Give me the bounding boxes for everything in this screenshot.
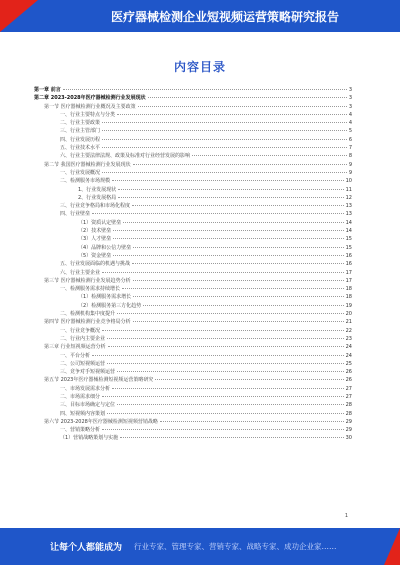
toc-entry-page: 10	[345, 178, 352, 185]
toc-dot-leader	[107, 338, 344, 339]
toc-entry[interactable]	[34, 103, 352, 111]
toc-entry[interactable]	[34, 111, 352, 119]
toc-entry-page: 7	[348, 145, 352, 152]
toc-entry-text: 六、行业主要企业	[60, 269, 101, 276]
toc-entry[interactable]	[34, 410, 352, 418]
toc-entry-page: 25	[345, 360, 352, 367]
toc-entry-page: 3	[348, 103, 352, 110]
toc-entry[interactable]	[34, 127, 352, 135]
toc-entry-text: 第五节 2023年医疗器械检测短视频运营策略研究	[44, 377, 154, 384]
toc-entry[interactable]	[34, 368, 352, 376]
toc-entry-page: 17	[345, 269, 352, 276]
toc-entry-page: 29	[345, 427, 352, 434]
toc-entry[interactable]	[34, 244, 352, 252]
toc-entry-page: 17	[345, 277, 352, 284]
toc-entry-page: 26	[345, 369, 352, 376]
toc-entry-page: 3	[348, 95, 352, 102]
toc-entry-page: 26	[345, 377, 352, 384]
toc-dot-leader	[102, 139, 347, 140]
toc-entry-page: 18	[345, 294, 352, 301]
toc-entry-text: （2）技术壁垒	[78, 228, 112, 235]
toc-dot-leader	[117, 371, 344, 372]
toc-entry-page: 13	[345, 211, 352, 218]
toc-dot-leader	[160, 421, 344, 422]
toc-entry-text: 一、检测服务需求持续增长	[60, 286, 121, 293]
toc-entry[interactable]	[34, 169, 352, 177]
toc-dot-leader	[122, 288, 344, 289]
toc-entry-text: （4）品牌和公信力壁垒	[78, 244, 132, 251]
toc-dot-leader	[108, 346, 344, 347]
toc-entry-text: 第六节 2023-2028年医疗器械检测短视频营销战略	[44, 418, 158, 425]
toc-entry[interactable]	[34, 235, 352, 243]
toc-entry-text: 第三章 行业短视频运营分析	[44, 344, 106, 351]
toc-dot-leader	[102, 330, 344, 331]
toc-entry-page: 15	[345, 236, 352, 243]
toc-dot-leader	[132, 263, 344, 264]
table-of-contents	[34, 86, 352, 516]
toc-dot-leader	[102, 122, 347, 123]
toc-entry-text: 一、平台分析	[60, 352, 91, 359]
toc-entry[interactable]	[34, 393, 352, 401]
toc-dot-leader	[133, 247, 343, 248]
header-accent-triangle	[0, 0, 38, 32]
toc-entry-text: （2）检测服务第三方化趋势	[78, 302, 142, 309]
toc-dot-leader	[138, 106, 347, 107]
toc-entry-page: 5	[348, 128, 352, 135]
toc-entry-page: 14	[345, 219, 352, 226]
toc-entry[interactable]	[34, 194, 352, 202]
toc-title: 内容目录	[173, 60, 226, 74]
toc-dot-leader	[117, 114, 347, 115]
toc-entry-text: 第三节 医疗器械检测行业发展趋势分析	[44, 277, 131, 284]
toc-dot-leader	[112, 388, 344, 389]
toc-entry[interactable]	[34, 136, 352, 144]
toc-dot-leader	[113, 230, 343, 231]
toc-entry-text: 一、营销策略分析	[60, 427, 101, 434]
toc-dot-leader	[112, 180, 344, 181]
toc-entry[interactable]	[34, 376, 352, 384]
toc-entry-text: 五、行业技术水平	[60, 145, 101, 152]
toc-dot-leader	[132, 205, 344, 206]
toc-entry[interactable]	[34, 277, 352, 285]
header-title: 医疗器械检测企业短视频运营策略研究报告	[110, 10, 339, 24]
toc-entry-page: 24	[345, 344, 352, 351]
toc-entry[interactable]	[34, 418, 352, 426]
toc-entry[interactable]	[34, 293, 352, 301]
toc-dot-leader	[123, 222, 343, 223]
toc-entry-page: 24	[345, 352, 352, 359]
toc-entry[interactable]	[34, 119, 352, 127]
toc-dot-leader	[107, 363, 344, 364]
toc-dot-leader	[102, 396, 344, 397]
toc-dot-leader	[102, 429, 344, 430]
toc-entry-text: 四、短视频内容策划	[60, 410, 106, 417]
toc-entry[interactable]	[34, 352, 352, 360]
toc-entry-page: 4	[348, 111, 352, 118]
toc-entry-page: 27	[345, 393, 352, 400]
toc-entry[interactable]	[34, 86, 352, 94]
toc-dot-leader	[192, 155, 347, 156]
toc-dot-leader	[120, 437, 343, 438]
toc-dot-leader	[92, 355, 344, 356]
toc-dot-leader	[143, 305, 343, 306]
toc-entry-text: （1）资质认定壁垒	[78, 219, 122, 226]
toc-entry-text: 一、行业主要特点与分类	[60, 111, 116, 118]
toc-entry[interactable]	[34, 161, 352, 169]
toc-entry-page: 12	[345, 194, 352, 201]
toc-entry-page: 28	[345, 402, 352, 409]
toc-entry[interactable]	[34, 360, 352, 368]
toc-entry-text: 一、行业竞争概况	[60, 327, 101, 334]
footer-bar	[0, 528, 400, 565]
toc-entry-text: 二、检测服务市场规模	[60, 178, 111, 185]
toc-entry-text: （1）营销战略策划与实施	[60, 435, 119, 442]
toc-entry-text: 二、行业主要政策	[60, 120, 101, 127]
toc-entry-page: 14	[345, 228, 352, 235]
toc-dot-leader	[133, 321, 344, 322]
toc-entry[interactable]	[34, 144, 352, 152]
toc-entry-page: 9	[348, 161, 352, 168]
toc-entry-text: 三、行业竞争格局和市场化程度	[60, 203, 131, 210]
toc-entry-page: 4	[348, 120, 352, 127]
toc-dot-leader	[113, 238, 343, 239]
toc-dot-leader	[102, 130, 347, 131]
toc-entry-page: 18	[345, 286, 352, 293]
toc-entry-page: 16	[345, 261, 352, 268]
toc-entry-text: 一、行业发展概况	[60, 169, 101, 176]
page-number: 1	[344, 513, 348, 519]
toc-entry[interactable]	[34, 227, 352, 235]
toc-entry-text: 三、竞争对手短视频运营	[60, 369, 116, 376]
toc-entry-text: （3）人才壁垒	[78, 236, 112, 243]
footer-accent-shape	[384, 528, 400, 565]
toc-entry-text: 2、行业发展格局	[78, 194, 117, 201]
toc-entry-page: 22	[345, 327, 352, 334]
toc-entry[interactable]	[34, 434, 352, 442]
toc-entry-text: 1、行业发展现状	[78, 186, 117, 193]
toc-entry-text: 二、行业内主要企业	[60, 335, 106, 342]
toc-entry-page: 21	[345, 319, 352, 326]
toc-dot-leader	[133, 280, 344, 281]
toc-entry[interactable]	[34, 401, 352, 409]
toc-dot-leader	[133, 296, 343, 297]
toc-entry-text: 三、行业主管部门	[60, 128, 101, 135]
toc-entry-page: 19	[345, 302, 352, 309]
toc-entry-text: 三、目标市场确定与定位	[60, 402, 116, 409]
toc-dot-leader	[155, 379, 343, 380]
toc-entry[interactable]	[34, 343, 352, 351]
toc-entry-page: 3	[348, 87, 352, 93]
toc-entry-page: 6	[348, 136, 352, 143]
toc-entry-text: 四、行业发展历程	[60, 136, 101, 143]
toc-entry-text: 五、行业发展面临的机遇与挑战	[60, 261, 131, 268]
toc-entry-text: 一、市场发展需求分析	[60, 385, 111, 392]
toc-entry-text: 二、检测机构集中度提升	[60, 311, 116, 318]
toc-entry-page: 27	[345, 385, 352, 392]
toc-entry-text: （5）资金壁垒	[78, 252, 112, 259]
toc-dot-leader	[113, 255, 343, 256]
toc-entry-text: 第四节 医疗器械检测行业竞争格局分析	[44, 319, 131, 326]
toc-entry-page: 28	[345, 410, 352, 417]
toc-entry[interactable]	[34, 310, 352, 318]
toc-dot-leader	[102, 172, 347, 173]
toc-dot-leader	[92, 213, 344, 214]
toc-entry-text: 第二节 我国医疗器械检测行业发展现状	[44, 161, 131, 168]
toc-entry[interactable]	[34, 177, 352, 185]
toc-dot-leader	[107, 413, 344, 414]
toc-dot-leader	[117, 313, 344, 314]
toc-dot-leader	[118, 197, 343, 198]
toc-entry[interactable]	[34, 94, 352, 102]
toc-entry[interactable]	[34, 202, 352, 210]
toc-entry-text: 第一节 医疗器械检测行业概况及主要政策	[44, 103, 136, 110]
footer-tagline: 行业专家、管理专家、营销专家、战略专家、成功企业家……	[134, 542, 337, 551]
toc-entry[interactable]	[34, 210, 352, 218]
toc-entry-text: 二、市场需求细分	[60, 393, 101, 400]
toc-entry[interactable]	[34, 285, 352, 293]
toc-entry[interactable]	[34, 385, 352, 393]
toc-entry[interactable]	[34, 219, 352, 227]
toc-entry-page: 9	[348, 169, 352, 176]
toc-entry[interactable]	[34, 269, 352, 277]
toc-entry[interactable]	[34, 186, 352, 194]
toc-entry-page: 16	[345, 252, 352, 259]
toc-entry[interactable]	[34, 152, 352, 160]
toc-entry-page: 23	[345, 335, 352, 342]
toc-entry-text: 六、行业主要法律法规、政策及标准对行业经营发展的影响	[60, 153, 191, 160]
toc-entry[interactable]	[34, 252, 352, 260]
toc-dot-leader	[63, 89, 347, 90]
toc-dot-leader	[117, 404, 344, 405]
toc-entry-page: 13	[345, 203, 352, 210]
toc-entry-text: （1）检测服务需求增长	[78, 294, 132, 301]
toc-entry[interactable]	[34, 260, 352, 268]
toc-entry-page: 11	[345, 186, 352, 193]
toc-entry[interactable]	[34, 327, 352, 335]
toc-dot-leader	[118, 189, 343, 190]
toc-entry-page: 29	[345, 418, 352, 425]
footer-slogan: 让每个人都能成为	[50, 543, 123, 553]
toc-entry-page: 20	[345, 311, 352, 318]
toc-dot-leader	[102, 147, 347, 148]
toc-entry-page: 15	[345, 244, 352, 251]
toc-entry[interactable]	[34, 335, 352, 343]
toc-entry[interactable]	[34, 426, 352, 434]
toc-entry-text: 二、公司短视频运营	[60, 360, 106, 367]
toc-entry-page: 30	[345, 435, 352, 442]
toc-dot-leader	[133, 164, 347, 165]
header-bar	[0, 0, 400, 32]
toc-entry[interactable]	[34, 318, 352, 326]
toc-dot-leader	[148, 97, 347, 98]
toc-dot-leader	[102, 272, 344, 273]
toc-entry-text: 四、行业壁垒	[60, 211, 91, 218]
toc-entry-text: 第二章 2023-2028年医疗器械检测行业发展现状	[34, 95, 146, 102]
toc-entry-text: 第一章 前言	[34, 87, 61, 93]
toc-entry[interactable]	[34, 302, 352, 310]
toc-entry-page: 8	[348, 153, 352, 160]
